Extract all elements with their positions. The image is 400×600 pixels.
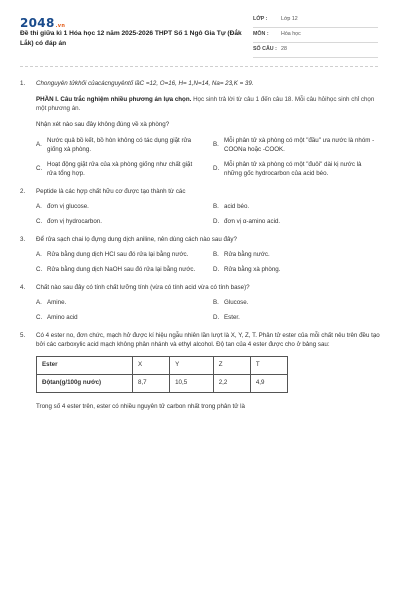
option-text: Nước quả bồ kết, bồ hòn không có tác dụng giặt rửa giống xà phòng. [47,136,192,153]
answer-options [36,137,380,179]
answer-options [36,203,380,227]
table-cell: Y [170,356,214,374]
option-b[interactable] [213,203,380,212]
info-value: Hóa học [281,31,301,38]
question-1 [20,80,380,179]
option-label: C. [36,265,43,273]
option-text: Glucose. [224,298,249,306]
question-stem: Nhận xét nào sau đây không đúng về xà phòng? [36,120,170,128]
question-5 [20,332,380,393]
atomic-mass-note: Chonguyên tửkhối củacácnguyêntố lầC =12, O=16, H= 1,N=14, Na= 23,K = 39. [36,80,254,87]
option-label: B. [213,250,219,258]
table-header-row [37,356,288,374]
option-a[interactable] [36,299,203,308]
exam-info-panel [253,13,378,58]
logo-domain: .vn [55,23,66,29]
question-number: 4. [20,283,26,291]
option-text: Hoạt động giặt rửa của xà phòng giống như chất giặt rửa tổng hợp. [47,160,193,177]
option-a[interactable] [36,203,203,212]
option-label: B. [213,141,219,149]
info-value: 28 [281,46,287,53]
table-cell: 10,5 [170,374,214,392]
option-d[interactable] [213,218,380,227]
site-logo[interactable]: 2048.vn [20,16,66,30]
option-b[interactable] [213,251,380,260]
option-label: C. [36,217,43,225]
info-value: Lớp 12 [281,16,298,23]
question-number: 3. [20,235,26,243]
option-text: Mỗi phân tử xà phòng có một "đầu" ưa nước là nhóm -COONa hoặc -COOK. [224,136,375,153]
question-number: 2. [20,187,26,195]
option-d[interactable] [213,161,380,179]
option-c[interactable] [36,161,203,179]
question-stem: Peptide là các hợp chất hữu cơ được tạo thành từ các [36,187,186,195]
part-instruction [36,96,380,114]
option-label: C. [36,313,43,321]
part-title: PHẦN I. Câu trắc nghiệm nhiều phương án lựa chọn. [36,95,192,103]
table-cell: T [250,356,287,374]
option-d[interactable] [213,314,380,323]
table-cell: X [133,356,170,374]
option-label: A. [36,202,42,210]
option-label: A. [36,250,42,258]
option-c[interactable] [36,218,203,227]
table-cell: 4,9 [250,374,287,392]
solubility-table [36,356,288,393]
option-text: Mỗi phân tử xà phòng có một "đuôi" dài kị nước là những gốc hydrocarbon của acid béo. [224,160,362,177]
option-c[interactable] [36,266,203,275]
option-label: D. [213,265,220,273]
question-5-followup: Trong số 4 ester trên, ester có nhiều nguyên tử carbon nhất trong phân tử là [36,402,245,410]
option-label: B. [213,202,219,210]
info-key: SỐ CÂU : [253,46,277,53]
option-label: A. [36,298,42,306]
option-text: Amino acid [47,313,78,321]
question-2 [20,188,380,227]
option-label: A. [36,141,42,149]
exam-title: Đề thi giữa kì 1 Hóa học 12 năm 2025-2026 THPT Số 1 Ngô Gia Tự (Đắk Lắk) có đáp án [20,30,242,48]
question-stem: Có 4 ester no, đơn chức, mạch hở được kí hiệu ngẫu nhiên lần lượt là X, Y, Z, T. Phân tử ester của mỗi chất nêu trên đều tạo bởi các carboxylic acid mạch không phân nhánh và ethyl alcohol. Độ tan của 4 ester được cho ở bảng sau: [36,331,380,348]
option-text: Amine. [47,298,67,306]
option-a[interactable] [36,137,203,155]
answer-options [36,251,380,275]
question-4 [20,284,380,323]
option-a[interactable] [36,251,203,260]
info-key: MÔN : [253,31,269,38]
option-b[interactable] [213,299,380,308]
option-label: B. [213,298,219,306]
question-number: 1. [20,80,26,87]
option-text: Rửa bằng nước. [224,250,270,258]
option-text: acid béo. [224,202,250,210]
header-divider [20,66,378,67]
option-c[interactable] [36,314,203,323]
answer-options [36,299,380,323]
table-cell: 2,2 [213,374,250,392]
option-text: đơn vị glucose. [47,202,89,210]
table-cell: Z [213,356,250,374]
option-text: Rửa bằng dung dịch HCl sau đó rửa lại bằng nước. [47,250,189,258]
option-b[interactable] [213,137,380,155]
question-stem: Chất nào sau đây có tính chất lưỡng tính (vừa có tính acid vừa có tính base)? [36,283,250,291]
option-text: Ester. [224,313,240,321]
question-number: 5. [20,331,26,339]
question-stem: Để rửa sạch chai lọ đựng dung dịch aniline, nên dùng cách nào sau đây? [36,235,237,243]
table-row [37,374,288,392]
option-text: đơn vị hydrocarbon. [47,217,102,225]
option-label: D. [213,313,220,321]
info-row-subject [253,28,378,43]
table-cell: 8,7 [133,374,170,392]
question-3 [20,236,380,275]
table-cell: Ester [37,356,133,374]
option-text: đơn vị α-amino acid. [224,217,281,225]
option-text: Rửa bằng xà phòng. [224,265,281,273]
info-key: LỚP : [253,16,268,23]
exam-header [0,0,400,68]
question-list [20,80,380,412]
table-cell: Độtan(g/100g nước) [37,374,133,392]
info-row-class [253,13,378,28]
option-label: C. [36,165,43,173]
option-text: Rửa bằng dung dịch NaOH sau đó rửa lại bằng nước. [47,265,196,273]
option-d[interactable] [213,266,380,275]
option-label: D. [213,165,220,173]
option-label: D. [213,217,220,225]
info-row-count [253,43,378,58]
part-text: Học sinh trả lời từ câu 1 đến câu 18. Mỗi câu hỏihọc sinh chỉ chọn một phương án. [36,95,375,112]
